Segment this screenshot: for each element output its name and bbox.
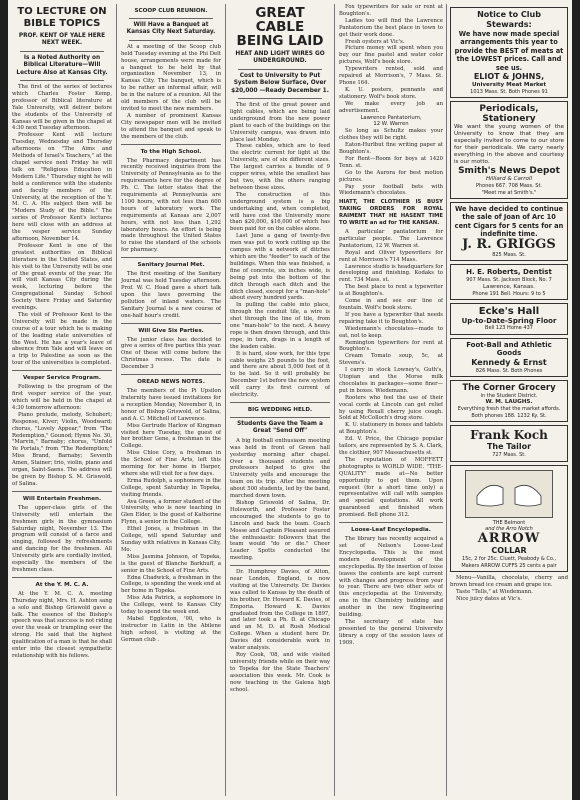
sanitary-heading: Sanitary Journal Met. [137, 262, 205, 269]
ad-grocery-owner: W. M. LAUGHS. [485, 399, 533, 406]
paragraph: Wiedemann's chocolates—made to eat, not to keep. [339, 325, 443, 339]
paragraph: Cream Tomato soup, 5c, at Stevens's. [339, 353, 443, 367]
paragraph: The secretary of state has presented to the general University library a copy of the session laws of 1909. [339, 618, 443, 646]
ad-kennedy-ernst [450, 338, 568, 377]
paragraph: The Pharmacy department has recently received inquiries from the University of Pennsylvania as to the requirements here for the degree of Ph. C. The letter states that the requirements at Pennsylvania are 1100 hours, with not less than 600 hours of laboratory work. The requirements at Kansas are 2,007 hours, with not less than 1,292 laboratory hours. An effort is being made throughout the United States to raise the standard of the schools for pharmacy. [121, 157, 221, 254]
ad-arrow-name: ARROW [477, 531, 541, 547]
ad-kennedy-name: Kennedy & Ernst [471, 357, 547, 367]
ad-koch-sub: The Tailor [486, 442, 532, 452]
paragraph: At the Y. M. C. A. meeting Thursday night, Mrs. H. Ashton sang a solo and Bishop Griswold gave a talk. The essence of the Bishop's speech was that success is not riding over the weak or trampling over the strong. He said that the highest qualification of a man is that he shall enter into the closest sympathetic relationship with his fellows. [12, 590, 112, 659]
column-1 [12, 4, 112, 796]
paragraph: The library has recently acquired a set of Nelson's Loose-Leaf Encyclopedia. This is the most modern development of the encyclopedia. By the insertion of loose leaves the contents are kept current with changes and progress from year to year. There are two other sets of this encyclopedia at the University, one in the Chemistry building and another in the new Engineering building. [339, 536, 443, 619]
paragraph: The first meeting of the Sanitary Journal was held Tuesday afternoon. Prof. W. C. Hoad gave a short talk upon the laws governing the pollution of inland waters. The Sanitary Journal is a new course of one-half hour's credit. [121, 271, 221, 319]
paragraph: Pay your football bets with Wiedemann's chocolates. [339, 183, 443, 197]
paragraph: Eaton-Hurlbut fine writing paper at Boughton's. [339, 142, 443, 156]
paragraph: The reputation of MOFFETT photographs is WORLD WIDE. "THE-QUALITY" made at—No better opportunity to get them. Upon request (for a short time only) a representative will call with samples and special quotations. All work guaranteed and finished when promised. Bell phone 312. [339, 456, 443, 519]
paragraph: Fox typewriters for sale or rent at Boughton's. [339, 4, 443, 17]
subhead-prof-kent: PROF. KENT OF YALE HERE NEXT WEEK. [18, 33, 106, 47]
paragraph: A number of prominent Kansas City newspaper men will be invited to attend the banquet and speak to the members of the club. [121, 112, 221, 140]
vesper-heading: Vesper Service Program. [22, 375, 102, 382]
ad-eliot-body: We have now made special arrangements this year to provide the BEST of meats at the LOWEST prices. Call and see us. [454, 30, 564, 72]
paragraph: We make every job an advertisement. [339, 100, 443, 114]
paragraph: Miss Jasmina Johnson, of Topeka, is the guest of Blanche Barkhuff, a senior in the School of Fine Arts. [121, 553, 221, 574]
paragraph: Following is the program of the first vesper service of the year, which will be held in the chapel at 4:30 tomorrow afternoon: [12, 384, 112, 411]
paragraph: Piano prelude, melody, Schubert; Response, Kiver; Violin, Woodward; chorus, "Lovely Appear," from "The Redemption," Gounod; Hymn No. 30, "Marvin," Barnaby; chorus, "Unfold Ye Portals," from "The Redemption;" Miss Brand, Barnaby; Seventh Amen, Stainer; trio, violin, piano and organ, Saint-Saens. The address will be given by Bishop S. M. Griswold, of Salina. [12, 411, 112, 487]
ad-eliot-address: 1013 Mass. St. Both Phones 91 [470, 89, 548, 96]
ad-arrow-collar [450, 465, 568, 573]
ad-grocery-name: The Corner Grocery [462, 382, 556, 393]
paragraph: At a meeting of the Scoop club held Tuesday evening at the Phi Delt house, arrangements were made for a banquet to be held by that organization November 13, in Kansas City. The banquet, which is to be rather an informal affair, will be in the nature of a reunion. All the old members of the club will be invited to meet the new members. [121, 43, 221, 112]
paragraph: Go to the Aurora for best motion pictures. [339, 169, 443, 183]
ad-eliot-sub: University Meat Market [471, 82, 547, 89]
ad-arrow-sub: COLLAR [491, 546, 527, 556]
headline-bible-topics: TO LECTURE ON BIBLE TOPICS [17, 6, 107, 29]
ad-corner-grocery [450, 380, 568, 422]
paragraph: Picture money will spent when you buy our fine pastel and water color pictures, Wolf's book store. [339, 45, 443, 66]
ad-kennedy-address: 826 Mass. St. Both Phones [475, 367, 543, 374]
high-school-heading: To the High School. [140, 148, 202, 155]
ad-roberts-city: Lawrence, Kansas. [483, 283, 535, 290]
parties-heading: Will Give Six Parties. [138, 327, 204, 334]
ad-kennedy-title: Foot-Ball and Athletic Goods [466, 340, 552, 358]
paragraph: Roy Cook, '08, and wife visited university friends while on their way to Topeka for the State Teachers' association this week. Mr. Cook is now teaching in the Galena high school. [230, 652, 330, 693]
article-vesper-body [12, 384, 112, 488]
ad-roberts-address: 907 Mass. St. Jackson Block, No. 7 [466, 277, 552, 284]
article-send-off-body [230, 438, 330, 562]
article-cable-body [230, 102, 330, 399]
ad-smiths-sub: Hilliard & Carroll [485, 176, 533, 183]
freshmen-heading: Will Entertain Freshmen. [22, 495, 102, 502]
article-scoop-body [121, 44, 221, 141]
article-oread-news-body [121, 388, 221, 644]
paragraph: The first of the great power and light cables, which are being laid underground from the new power plant to each of the buildings on the University campus, was drawn into place last Monday. [230, 102, 330, 143]
collar-notch-label: and the Arro Notch [485, 525, 533, 532]
paragraph: I carry in stock Lowney's, Guth's, Utopian and the Morse milk chocolates in packages—some finer—put in boxes. Wiedemann. [339, 367, 443, 394]
oread-news-heading: OREAD NEWS NOTES. [137, 379, 205, 386]
paragraph: Mabel Eggleston, '00, who is instructor in Latin in the Abilene high school, is visiting at the German club . [121, 615, 221, 643]
ad-eckes-name: Ecke's Hall [478, 306, 540, 318]
wedding-heading: BIG WEDDING HELD. [247, 407, 313, 413]
ymca-heading: At the Y. M. C. A. [35, 581, 89, 588]
ad-smiths-news [450, 101, 568, 199]
paragraph: The upper-class girls of the University will entertain the freshmen girls in the gymnasium Saturday night, November 13. The program will consist of a farce and singing, followed by refreshments and dancing for the freshmen. All University girls are cordially invited, especially the members of the freshmen class. [12, 504, 112, 573]
ad-roberts-dentist [450, 264, 568, 300]
paragraph: The first of the series of lectures which Charles Foster Kemp, professor of Biblical literature at Yale University, will deliver before the students of the University of Kansas will be given in the chapel at 4:30 next Tuesday afternoon. [12, 84, 112, 132]
paragraph: Ed. V. Price, the Chicago popular tailors, are represented by S. A. Clark, the clothier, 907 Massachusetts st. [339, 436, 443, 456]
ad-eckes-hall [450, 303, 568, 334]
paragraph: Ava Green, a former student of the University, who is now teaching in Glen Elder, is the guest of Katherine Flynn, a senior in the College. [121, 498, 221, 526]
ad-eliot-title: Notice to Club Stewards: [477, 10, 541, 29]
collar-belmont-label: THE Belmont [492, 519, 526, 526]
article-freshmen-body [12, 505, 112, 574]
paragraph: Professor Kent is one of the greatest authorities on Biblical literature in the United States, and his visit to the University will be one of the great events of the year. He will visit Kansas City during the week, lecturing before the Congregational Sunday School Society there Friday and Saturday evenings. [12, 242, 112, 312]
pantatorium-block [339, 115, 443, 129]
paragraph: These cables, which are to feed the electric current for light at the University, are of six different sizes. The largest carries a bundle of 9 copper wires, while the smallest has but two, with the others ranging between these sizes. [230, 143, 330, 191]
local-notices-3 [339, 229, 443, 519]
scoop-heading: SCOOP CLUB REUNION. [134, 8, 208, 14]
paragraph: Royal and Oliver typewriters for rent at Morrison's 714 Mass. [339, 249, 443, 263]
subhead-cost: Cost to University to Put System Below Surface, Over $20,000 —Ready December 1. [231, 72, 329, 94]
paragraph: Edna Chadwick, a freshman in the College, is spending the week end at her home in Topeka. [121, 574, 221, 595]
paragraph: The construction of this underground system is a big undertaking and, when completed, will have cost the University more than $20,000, $16,000 of which has been paid for on the cables alone. [230, 191, 330, 233]
paragraph: Menu—Vanilla, chocolate, cherry and brown bread ice cream and grape ice. [450, 575, 568, 589]
paragraph: Rooters who feel the use of their vocal cords at Lincoln can get relief by using Rexall cherry juice cough. Sold at McColloch's drug store. [339, 394, 443, 422]
paragraph: Ethel Jones, a freshman in the College, will spend Saturday and Sunday with relatives in Kansas City, Mo. [121, 526, 221, 553]
paragraph: Bishop Griswold of Salina, Dr. Holsworth, and Professor Foster encouraged the students to go to Lincoln and back the team. Coach Mosse and Captain Pleasant assured the enthusiastic followers that the team would "do or die." Cheer Leader Spotts conducted the meeting. [230, 499, 330, 562]
paragraph: If you have a typewriter that needs repairing take it to Boughton's. [339, 311, 443, 325]
bottom-notices [450, 575, 568, 603]
paragraph: The best place to rent a typewriter is at Boughton's. [339, 284, 443, 298]
paragraph: Erma Rudolph, a sophomore in the College, spent Saturday in Topeka, visiting friends. [121, 477, 221, 498]
paragraph: Professor Kent will lecture Tuesday, Wednesday and Thursday afternoons on "The Aims and Methods of Israel's Teachers," at the chapel service next Friday he will talk on "Religious Education in Modern Life." Thursday night he will hold a conference with the students and faculty members of the University, at the reception of the Y. M. C. A. His subject then will be "Modern Study of the Bible." The series of Professor Kent's lectures here will close with an address at the vesper service Sunday afternoon, November 14. [12, 132, 112, 242]
ad-koch-name: Frank Koch [470, 428, 548, 443]
article-sanitary-body [121, 271, 221, 319]
ad-smiths-phones: Phones 667. 708 Mass. St. [475, 183, 543, 190]
ad-smiths-tagline: "Meet me at Smith's." [481, 189, 537, 196]
paragraph: Ladies too will find the Lawrence Pantatorium the best place in town to get their work done. [339, 17, 443, 38]
paragraph: The members of the Pi Upsilon fraternity have issued invitations for a reception Monday, November 8, in honor of Bishop Griswold, of Salina, and A. C. Mitchell of Lawrence. [121, 388, 221, 422]
ad-eliot-johns [450, 7, 568, 98]
collar-icon [469, 474, 549, 514]
ad-griggs-address: 825 Mass. St. [492, 252, 526, 259]
ad-roberts-name: H. E. Roberts, Dentist [466, 268, 552, 277]
article-high-school-body [121, 158, 221, 255]
ad-griggs-body: We have decided to continue the sale of Joan of Arc 10 cent Cigars for 5 cents for an indefinite time. [454, 205, 564, 238]
paragraph: Last June a gang of twenty-five men was put to work cutting up the campus with a network of ditches which are the "feeder" to each of the buildings. When this was finished, a fine of concrete, six inches wide, is being put into the bottom of the ditch through each ditch and the ditch closed, except for a "man-hole" about every hundred yards. [230, 233, 330, 302]
column-4 [339, 4, 443, 796]
paragraph: The junior class has decided to give a series of five parties this year. One of these will come before the Christmas recess. The date is December 3 [121, 336, 221, 371]
subhead-heat-light: HEAT AND LIGHT WIRES GO UNDERGROUND. [235, 51, 325, 65]
paragraph: Dr. Humphrey Davies, of Alton, near London, England, is now visiting at the University. Dr. Davies was called to Kansas by the death of his brother, Dr. Howard K. Davies, of Emporia. Howard K. Davies graduated from the College in 1897, and later took a Ph. D. at Chicago and an M. D. at Rush Medical College. When a student here Dr. Davies did considerable work in water analysis. [230, 569, 330, 652]
paragraph: For Rent—Room for boys at 1420 Tenn. st. [339, 155, 443, 169]
ad-arrow-small: 15c, 2 for 25c. Cluett, Peabody & Co., Makers ARROW CUFFS 25 cents a pair [461, 556, 557, 569]
scoop-subhead: Will Have a Banquet at Kansas City Next Saturday. [126, 22, 216, 36]
ad-eckes-phones: Bell 123 Home 437 [485, 325, 533, 332]
column-3 [230, 4, 330, 796]
paragraph: Nice juicy dates at Vic's. [456, 595, 522, 602]
paragraph: Taste "Tells," at Wiedemann. [456, 588, 533, 595]
hiatt-ad: HIATT, THE CLOTHIER IS BUSY TAKING ORDERS FOR ROYAL RAIMENT THAT HE HASENT TIME TO WRITE an ad for THE KANSAN. [339, 199, 443, 227]
ad-smiths-body: We want the young women of the University to know that they are especially invited to come to our store for their periodicals. We carry nearly everything in the above and courtesy is our motto. [454, 124, 564, 166]
paragraph: Remington typewriters for rent at Boughton's. [339, 339, 443, 353]
collar-illustration [465, 470, 553, 518]
paragraph: Fresh oysters at Vic's. [345, 38, 405, 45]
column-5-ads [450, 4, 568, 796]
local-notices-1 [339, 4, 443, 115]
ad-smiths-name: Smith's News Depot [458, 166, 560, 177]
ad-koch-address: 727 Mass. St. [492, 452, 526, 459]
article-loose-leaf-body [339, 536, 443, 647]
send-off-heading: Students Gave the Team a Great "Send Off" [237, 421, 323, 435]
ad-griggs [450, 202, 568, 261]
article-parties-body [121, 337, 221, 372]
paragraph: The visit of Professor Kent to the University will be made in the course of a tour which he is making of the leading state universities of the West. He has a year's leave of absence from Yale and will leave on a trip to Palestine as soon as the tour of the universities is completed. [12, 311, 112, 367]
article-davies-body [230, 569, 330, 693]
paragraph: Come in and see our line of fountain. Wolf's book store. [339, 298, 443, 311]
paragraph: It is hard, slow work, for this type cable weighs 25 pounds to the foot, and there are about 5,000 feet of it to be laid. So it will probably be December 1st before the new system will carry its first current of electricity. [230, 350, 330, 399]
paragraph: So long as Schultz makes your clothes they will be right. [339, 128, 443, 142]
pantatorium-name: Lawrence Pantatorium, [360, 114, 422, 121]
paragraph: Miss Ada Patrick, a sophomore in the College, went to Kansas City today to spend the week end. [121, 595, 221, 616]
paragraph: Lawrence studio is headquarters for developing and finishing. Kodaks to rent. 734 Mass. st. [339, 263, 443, 284]
ad-smiths-title: Periodicals, Stationery [479, 104, 539, 125]
article-ymca-body [12, 591, 112, 660]
paragraph: A particular pantatorium for particular people. The Lawrence Pantatorium, 12 W. Warren st. [339, 229, 443, 249]
paragraph: In pulling the cable into place, through the conduit tile, a wire is shot through the line of tile, from one "man-hole" to the next. A heavy rope is then drawn through, and this rope, in turn, drags in a length of the leaden cable. [230, 302, 330, 350]
headline-great-cable: GREAT CABLE BEING LAID [236, 5, 324, 49]
article-bible-body [12, 84, 112, 367]
paragraph: Typewriters rented, sold and repaired at Morrison's, 7 Mass. St. Phone 164. [339, 66, 443, 86]
newspaper-page [8, 0, 572, 800]
local-notices-2 [339, 128, 443, 197]
paragraph: K. U. stationery in boxes and tablets at Boughton's. [339, 422, 443, 436]
ad-eckes-sub: Up-to-Date-Spring Floor [461, 317, 557, 326]
subhead-authority: Is a Noted Authority on Biblical Literature—Will Lecture Also at Kansas City. [16, 54, 108, 76]
column-2 [121, 4, 221, 796]
pantatorium-address: 12 W. Warren [373, 121, 409, 128]
loose-leaf-heading: Loose-Leaf Encyclopedia. [351, 527, 431, 534]
paragraph: A big football enthusiasm meeting was held in front of Green hall yesterday morning after chapel. Over a thousand students and professors helped to give the University yells and encourage the team on its trip. After the meeting about 500 students, led by the band, marched down town. [230, 437, 330, 500]
ad-eliot-name: ELIOT & JOHNS, [473, 72, 545, 82]
ad-grocery-sub: in the Student District. [480, 392, 538, 399]
ad-roberts-phones: Phone 191 Bell. Hours: 9 to 5 [472, 290, 546, 297]
ad-griggs-name: J. R. GRIGGS [462, 237, 556, 253]
ad-grocery-body: Everything fresh that the market affords. Both phones 188. 1232 Ky. St. [457, 406, 561, 419]
paragraph: K. U. posters, pennants and stationery. Wolf's book store. [339, 86, 443, 100]
ad-frank-koch [450, 425, 568, 461]
paragraph: Miss Gertrude Harlow of Kingman visited here Tuesday, the guest of her brother Gene, a freshman in the College. [121, 422, 221, 450]
paragraph: Miss Chloe Cory, a freshman in the School of Fine Arts, left this morning for her home in Harper, where she will visit for a few days. [121, 450, 221, 477]
